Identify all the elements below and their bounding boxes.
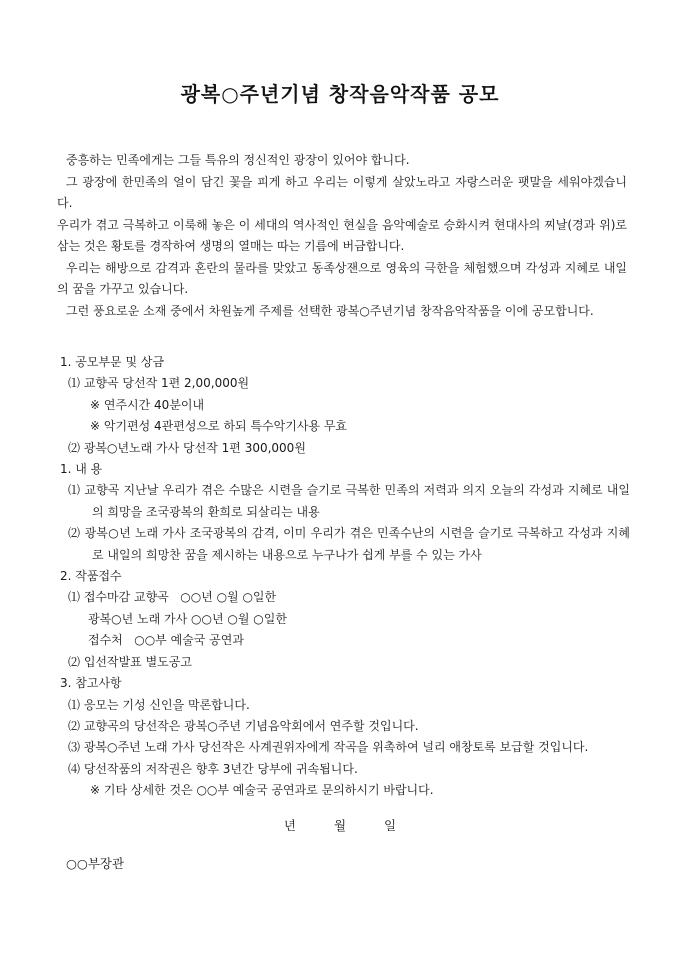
intro-paragraph-4: 우리는 해방으로 감격과 혼란의 물라를 맞았고 동족상잰으로 영육의 극한을 체험했으며 각성과 지혜로 내일의 꿈을 가꾸고 있습니다. <box>57 260 627 296</box>
date-month: 월 <box>333 818 347 833</box>
section-2-item-1: ⑴ 교향곡 지난날 우리가 겪은 수많은 시련을 슬기로 극복한 민족의 저력과 의지 오늘의 각성과 지혜로 내일의 희망을 조국광복의 환희로 되살리는 내용 <box>68 483 630 519</box>
section-3-heading: 2. 작품접수 <box>60 569 122 584</box>
section-3-item-2: ⑵ 입선작발표 별도공고 <box>68 654 192 669</box>
document-title: 광복○주년기념 창작음악작품 공모 <box>180 82 500 106</box>
section-2-item-2: ⑵ 광복○년 노래 가사 조국광복의 감격, 이미 우리가 겪은 민족수난의 시련을 슬기로 극복하고 각성과 지혜로 내일의 희망찬 꿈을 제시하는 내용으로 누구나가 쉽게 부를 수 있는 가사 <box>68 526 630 562</box>
section-4-note: ※ 기타 상세한 것은 ○○부 예술국 공연과로 문의하시기 바랍니다. <box>90 783 434 798</box>
intro-paragraph-5: 그런 풍요로운 소재 중에서 차원높게 주제를 선택한 광복○주년기념 창작음악작품을 이에 공모합니다. <box>66 303 594 318</box>
date-year: 년 <box>283 818 296 833</box>
section-4-item-2: ⑵ 교향곡의 당선작은 광복○주년 기념음악회에서 연주할 것입니다. <box>68 718 419 733</box>
section-1-item-1: ⑴ 교향곡 당선작 1편 2,00,000원 <box>68 376 250 391</box>
section-4-item-4: ⑷ 당선작품의 저작권은 향후 3년간 당부에 귀속됩니다. <box>68 761 358 776</box>
date-day: 일 <box>384 818 397 833</box>
section-1-item-2: ⑵ 광복○년노래 가사 당선작 1편 300,000원 <box>68 440 306 455</box>
section-1-note-1: ※ 연주시간 40분이내 <box>90 397 205 412</box>
section-4-item-3: ⑶ 광복○주년 노래 가사 당선작은 사계권위자에게 작곡을 위촉하여 널리 애창토록 보급할 것입니다. <box>68 740 589 755</box>
intro-paragraphs <box>57 150 627 322</box>
section-3-item-1: ⑴ 접수마감 교향곡 ○○년 ○월 ○일한 <box>68 590 277 605</box>
section-4-heading: 3. 참고사항 <box>60 676 122 691</box>
section-1-heading: 1. 공모부문 및 상금 <box>60 355 165 369</box>
section-list <box>60 352 630 802</box>
section-3-item-1b: 광복○년 노래 가사 ○○년 ○월 ○일한 <box>88 611 287 626</box>
intro-paragraph-1: 중흥하는 민족에게는 그들 특유의 정신적인 광장이 있어야 합니다. <box>66 153 410 167</box>
issuer-signature: ○○부장관 <box>66 856 125 871</box>
section-1-note-2: ※ 악기편성 4관편성으로 하되 특수악기사용 무효 <box>90 419 348 434</box>
section-3-item-1c: 접수처 ○○부 예술국 공연과 <box>88 633 244 648</box>
intro-paragraph-3: 우리가 겪고 극복하고 이룩해 놓은 이 세대의 역사적인 현실을 음악예술로 승화시켜 현대사의 찌날(경과 위)로 삼는 것은 황토를 경작하여 생명의 열매는 따는 기름에 버금합니다. <box>57 217 627 253</box>
section-4-item-1: ⑴ 응모는 기성 신인을 막론합니다. <box>68 697 250 712</box>
date-line <box>0 816 680 834</box>
section-2-heading: 1. 내 용 <box>60 462 103 477</box>
intro-paragraph-2: 그 광장에 한민족의 얼이 담긴 꽃을 피게 하고 우리는 이렇게 살았노라고 자랑스러운 팻말을 세워야겠습니다. <box>57 174 627 210</box>
